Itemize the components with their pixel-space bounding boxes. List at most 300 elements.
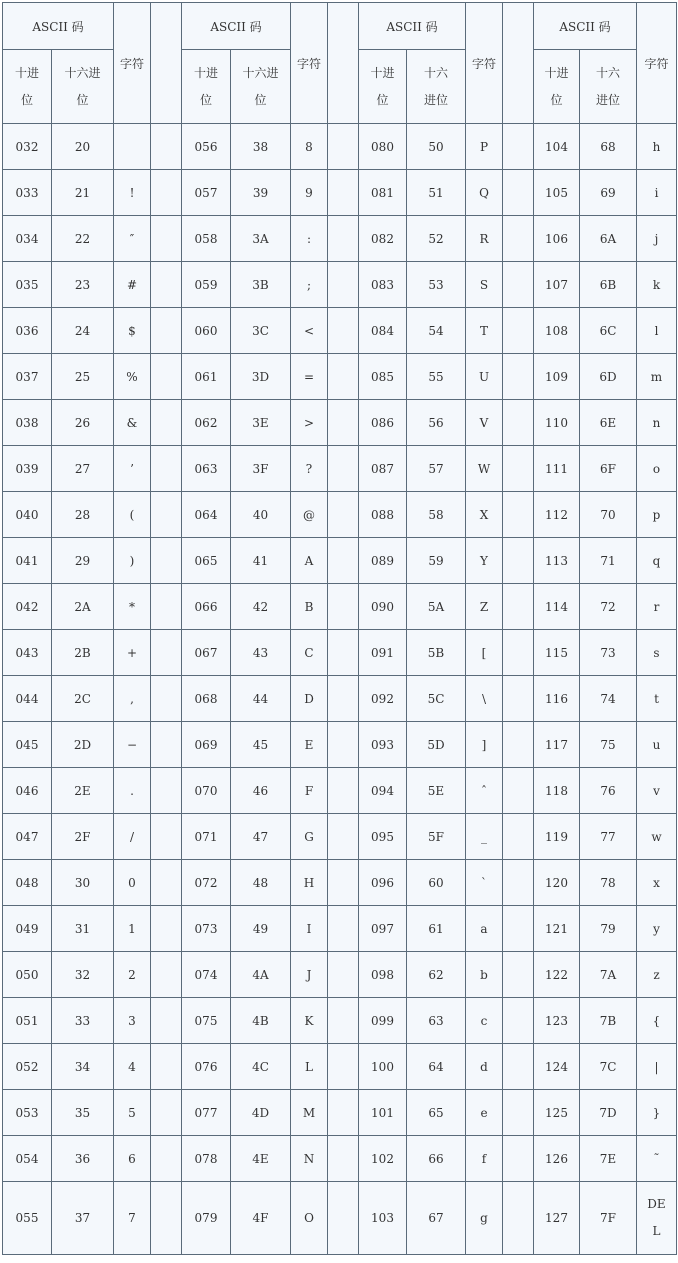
char-cell: A	[291, 538, 328, 584]
hex-cell: 47	[231, 814, 291, 860]
char-cell: ]	[466, 722, 503, 768]
hex-cell: 73	[580, 630, 637, 676]
hex-column-header	[231, 50, 291, 124]
spacer-cell	[151, 952, 182, 998]
spacer-cell	[328, 768, 359, 814]
spacer-cell	[151, 860, 182, 906]
dec-cell: 110	[534, 400, 580, 446]
char-cell: 5	[114, 1090, 151, 1136]
dec-cell: 067	[182, 630, 231, 676]
table-row	[3, 354, 677, 400]
hex-cell: 63	[407, 998, 466, 1044]
dec-cell: 086	[359, 400, 407, 446]
dec-column-header-line: 十进	[544, 65, 569, 80]
table-row	[3, 216, 677, 262]
table-row	[3, 630, 677, 676]
char-cell: v	[637, 768, 677, 814]
char-cell: [	[466, 630, 503, 676]
dec-cell: 077	[182, 1090, 231, 1136]
spacer-cell	[328, 584, 359, 630]
header-row-top	[3, 3, 677, 50]
dec-cell: 106	[534, 216, 580, 262]
hex-cell: 35	[52, 1090, 114, 1136]
hex-cell: 53	[407, 262, 466, 308]
table-row	[3, 170, 677, 216]
spacer-column	[328, 3, 359, 124]
dec-cell: 120	[534, 860, 580, 906]
char-cell: {	[637, 998, 677, 1044]
table-row	[3, 1044, 677, 1090]
hex-cell: 61	[407, 906, 466, 952]
char-cell: 3	[114, 998, 151, 1044]
dec-cell: 069	[182, 722, 231, 768]
char-cell: 7	[114, 1182, 151, 1255]
char-cell: s	[637, 630, 677, 676]
dec-cell: 094	[359, 768, 407, 814]
spacer-cell	[151, 492, 182, 538]
hex-cell: 7F	[580, 1182, 637, 1255]
char-cell: G	[291, 814, 328, 860]
spacer-cell	[151, 446, 182, 492]
table-row	[3, 538, 677, 584]
spacer-cell	[328, 538, 359, 584]
char-cell: S	[466, 262, 503, 308]
spacer-cell	[151, 722, 182, 768]
table-row	[3, 124, 677, 170]
hex-cell: 31	[52, 906, 114, 952]
char-cell: N	[291, 1136, 328, 1182]
dec-column-header-line: 十进	[193, 65, 218, 80]
dec-cell: 092	[359, 676, 407, 722]
dec-cell: 065	[182, 538, 231, 584]
dec-cell: 075	[182, 998, 231, 1044]
dec-cell: 079	[182, 1182, 231, 1255]
dec-cell: 042	[3, 584, 52, 630]
hex-cell: 6F	[580, 446, 637, 492]
hex-cell: 49	[231, 906, 291, 952]
dec-cell: 058	[182, 216, 231, 262]
char-cell: L	[291, 1044, 328, 1090]
char-cell: m	[637, 354, 677, 400]
table-row	[3, 308, 677, 354]
spacer-cell	[151, 998, 182, 1044]
char-cell: %	[114, 354, 151, 400]
char-cell: y	[637, 906, 677, 952]
char-cell: ,	[114, 676, 151, 722]
char-cell: h	[637, 124, 677, 170]
spacer-cell	[328, 952, 359, 998]
char-cell: X	[466, 492, 503, 538]
hex-cell: 24	[52, 308, 114, 354]
spacer-cell	[328, 906, 359, 952]
spacer-cell	[503, 1136, 534, 1182]
spacer-cell	[328, 400, 359, 446]
spacer-cell	[328, 124, 359, 170]
hex-cell: 50	[407, 124, 466, 170]
hex-cell: 2D	[52, 722, 114, 768]
table-row	[3, 262, 677, 308]
hex-cell: 62	[407, 952, 466, 998]
spacer-cell	[328, 814, 359, 860]
hex-cell: 27	[52, 446, 114, 492]
char-cell: ;	[291, 262, 328, 308]
hex-column-header-line: 十六进	[64, 65, 101, 80]
char-cell: K	[291, 998, 328, 1044]
hex-cell: 3E	[231, 400, 291, 446]
hex-cell: 7B	[580, 998, 637, 1044]
dec-cell: 032	[3, 124, 52, 170]
hex-cell: 37	[52, 1182, 114, 1255]
hex-cell: 7C	[580, 1044, 637, 1090]
hex-cell: 7D	[580, 1090, 637, 1136]
spacer-cell	[151, 676, 182, 722]
char-cell: W	[466, 446, 503, 492]
hex-cell: 68	[580, 124, 637, 170]
hex-cell: 3B	[231, 262, 291, 308]
dec-cell: 072	[182, 860, 231, 906]
char-cell: 2	[114, 952, 151, 998]
dec-column-header-line: 位	[20, 92, 33, 107]
hex-cell: 6B	[580, 262, 637, 308]
spacer-cell	[151, 262, 182, 308]
char-cell: U	[466, 354, 503, 400]
group-title: ASCII 码	[3, 3, 114, 50]
char-cell: |	[637, 1044, 677, 1090]
char-cell: F	[291, 768, 328, 814]
char-cell: 8	[291, 124, 328, 170]
spacer-cell	[503, 124, 534, 170]
char-column-header: 字符	[466, 3, 503, 124]
dec-cell: 111	[534, 446, 580, 492]
spacer-cell	[151, 1044, 182, 1090]
char-cell: I	[291, 906, 328, 952]
dec-cell: 091	[359, 630, 407, 676]
char-cell: :	[291, 216, 328, 262]
spacer-cell	[328, 1182, 359, 1255]
hex-cell: 29	[52, 538, 114, 584]
dec-cell: 076	[182, 1044, 231, 1090]
dec-cell: 071	[182, 814, 231, 860]
dec-cell: 114	[534, 584, 580, 630]
dec-cell: 124	[534, 1044, 580, 1090]
hex-cell: 48	[231, 860, 291, 906]
hex-cell: 75	[580, 722, 637, 768]
hex-cell: 6E	[580, 400, 637, 446]
char-cell: q	[637, 538, 677, 584]
dec-cell: 068	[182, 676, 231, 722]
char-cell: Z	[466, 584, 503, 630]
hex-cell: 79	[580, 906, 637, 952]
char-cell: k	[637, 262, 677, 308]
spacer-cell	[151, 538, 182, 584]
spacer-cell	[328, 676, 359, 722]
dec-cell: 063	[182, 446, 231, 492]
table-row	[3, 1182, 677, 1255]
dec-cell: 104	[534, 124, 580, 170]
hex-cell: 74	[580, 676, 637, 722]
spacer-cell	[503, 630, 534, 676]
hex-cell: 66	[407, 1136, 466, 1182]
hex-cell: 5B	[407, 630, 466, 676]
char-cell: ″	[114, 216, 151, 262]
table-row	[3, 952, 677, 998]
char-cell: d	[466, 1044, 503, 1090]
char-cell: E	[291, 722, 328, 768]
hex-cell: 36	[52, 1136, 114, 1182]
dec-column-header-line: 位	[550, 92, 563, 107]
dec-cell: 098	[359, 952, 407, 998]
dec-column-header	[182, 50, 231, 124]
hex-cell: 43	[231, 630, 291, 676]
char-cell: }	[637, 1090, 677, 1136]
dec-column-header-line: 十进	[370, 65, 395, 80]
spacer-cell	[151, 1182, 182, 1255]
char-cell: n	[637, 400, 677, 446]
hex-column-header	[52, 50, 114, 124]
dec-cell: 125	[534, 1090, 580, 1136]
hex-cell: 6D	[580, 354, 637, 400]
hex-cell: 72	[580, 584, 637, 630]
hex-column-header-line: 位	[76, 92, 89, 107]
spacer-cell	[328, 998, 359, 1044]
hex-cell: 64	[407, 1044, 466, 1090]
hex-cell: 3C	[231, 308, 291, 354]
dec-cell: 090	[359, 584, 407, 630]
hex-cell: 2E	[52, 768, 114, 814]
hex-cell: 69	[580, 170, 637, 216]
dec-column-header-line: 十进	[14, 65, 39, 80]
hex-cell: 55	[407, 354, 466, 400]
char-cell: <	[291, 308, 328, 354]
hex-cell: 21	[52, 170, 114, 216]
dec-cell: 122	[534, 952, 580, 998]
char-column-header: 字符	[291, 3, 328, 124]
dec-cell: 078	[182, 1136, 231, 1182]
char-cell: 6	[114, 1136, 151, 1182]
hex-cell: 45	[231, 722, 291, 768]
dec-column-header	[359, 50, 407, 124]
group-title: ASCII 码	[182, 3, 291, 50]
dec-cell: 087	[359, 446, 407, 492]
char-cell	[114, 124, 151, 170]
spacer-cell	[151, 630, 182, 676]
dec-cell: 062	[182, 400, 231, 446]
char-column-header: 字符	[114, 3, 151, 124]
char-cell: /	[114, 814, 151, 860]
char-cell: x	[637, 860, 677, 906]
dec-cell: 044	[3, 676, 52, 722]
spacer-cell	[151, 400, 182, 446]
hex-cell: 2A	[52, 584, 114, 630]
char-cell: −	[114, 722, 151, 768]
spacer-cell	[151, 768, 182, 814]
char-cell: H	[291, 860, 328, 906]
table-row	[3, 584, 677, 630]
dec-cell: 038	[3, 400, 52, 446]
dec-cell: 102	[359, 1136, 407, 1182]
char-cell: b	[466, 952, 503, 998]
table-row	[3, 446, 677, 492]
dec-cell: 036	[3, 308, 52, 354]
hex-cell: 4F	[231, 1182, 291, 1255]
table-row	[3, 400, 677, 446]
hex-cell: 42	[231, 584, 291, 630]
spacer-cell	[328, 1090, 359, 1136]
dec-cell: 117	[534, 722, 580, 768]
dec-column-header-line: 位	[199, 92, 212, 107]
dec-cell: 082	[359, 216, 407, 262]
char-cell: $	[114, 308, 151, 354]
hex-cell: 71	[580, 538, 637, 584]
spacer-cell	[503, 722, 534, 768]
table-row	[3, 1136, 677, 1182]
hex-cell: 38	[231, 124, 291, 170]
spacer-cell	[503, 676, 534, 722]
dec-cell: 108	[534, 308, 580, 354]
spacer-cell	[503, 906, 534, 952]
char-cell: =	[291, 354, 328, 400]
spacer-cell	[503, 998, 534, 1044]
char-cell: B	[291, 584, 328, 630]
hex-cell: 7E	[580, 1136, 637, 1182]
dec-cell: 096	[359, 860, 407, 906]
dec-cell: 061	[182, 354, 231, 400]
char-cell: *	[114, 584, 151, 630]
char-cell: e	[466, 1090, 503, 1136]
hex-cell: 59	[407, 538, 466, 584]
hex-cell: 76	[580, 768, 637, 814]
char-cell: t	[637, 676, 677, 722]
char-cell: +	[114, 630, 151, 676]
hex-cell: 77	[580, 814, 637, 860]
char-cell-line: DE	[647, 1197, 666, 1211]
spacer-cell	[503, 768, 534, 814]
hex-cell: 58	[407, 492, 466, 538]
char-cell: ˜	[637, 1136, 677, 1182]
char-cell: g	[466, 1182, 503, 1255]
spacer-cell	[503, 400, 534, 446]
char-cell: o	[637, 446, 677, 492]
spacer-cell	[328, 446, 359, 492]
dec-cell: 074	[182, 952, 231, 998]
dec-cell: 066	[182, 584, 231, 630]
spacer-cell	[503, 446, 534, 492]
spacer-cell	[503, 814, 534, 860]
char-cell: 4	[114, 1044, 151, 1090]
dec-cell: 048	[3, 860, 52, 906]
char-cell: w	[637, 814, 677, 860]
spacer-cell	[503, 492, 534, 538]
spacer-cell	[503, 308, 534, 354]
char-cell: J	[291, 952, 328, 998]
hex-column-header	[580, 50, 637, 124]
dec-cell: 081	[359, 170, 407, 216]
spacer-cell	[503, 1044, 534, 1090]
table-row	[3, 722, 677, 768]
dec-cell: 054	[3, 1136, 52, 1182]
spacer-cell	[328, 308, 359, 354]
char-cell: #	[114, 262, 151, 308]
spacer-column	[151, 3, 182, 124]
table-row	[3, 492, 677, 538]
spacer-cell	[503, 170, 534, 216]
char-cell: .	[114, 768, 151, 814]
spacer-cell	[151, 170, 182, 216]
spacer-cell	[328, 216, 359, 262]
dec-cell: 113	[534, 538, 580, 584]
spacer-cell	[328, 354, 359, 400]
char-cell: a	[466, 906, 503, 952]
hex-column-header-line: 位	[254, 92, 267, 107]
char-cell: u	[637, 722, 677, 768]
dec-cell: 099	[359, 998, 407, 1044]
dec-cell: 049	[3, 906, 52, 952]
char-cell-line: L	[652, 1224, 661, 1238]
spacer-cell	[328, 262, 359, 308]
dec-cell: 053	[3, 1090, 52, 1136]
hex-cell: 5A	[407, 584, 466, 630]
spacer-cell	[328, 860, 359, 906]
hex-cell: 30	[52, 860, 114, 906]
hex-cell: 65	[407, 1090, 466, 1136]
spacer-cell	[503, 952, 534, 998]
dec-cell: 055	[3, 1182, 52, 1255]
hex-cell: 5E	[407, 768, 466, 814]
table-row	[3, 998, 677, 1044]
ascii-table	[2, 2, 677, 1255]
hex-cell: 51	[407, 170, 466, 216]
char-cell: Q	[466, 170, 503, 216]
dec-column-header	[3, 50, 52, 124]
hex-cell: 60	[407, 860, 466, 906]
hex-cell: 67	[407, 1182, 466, 1255]
group-title: ASCII 码	[359, 3, 466, 50]
group-title: ASCII 码	[534, 3, 637, 50]
hex-cell: 56	[407, 400, 466, 446]
dec-cell: 059	[182, 262, 231, 308]
hex-cell: 70	[580, 492, 637, 538]
dec-cell: 070	[182, 768, 231, 814]
hex-cell: 5C	[407, 676, 466, 722]
table-row	[3, 768, 677, 814]
dec-cell: 119	[534, 814, 580, 860]
char-cell: @	[291, 492, 328, 538]
dec-cell: 033	[3, 170, 52, 216]
char-cell: _	[466, 814, 503, 860]
table-row	[3, 906, 677, 952]
dec-cell: 105	[534, 170, 580, 216]
dec-cell: 118	[534, 768, 580, 814]
hex-cell: 46	[231, 768, 291, 814]
char-cell: r	[637, 584, 677, 630]
dec-cell: 121	[534, 906, 580, 952]
dec-cell: 100	[359, 1044, 407, 1090]
hex-cell: 4A	[231, 952, 291, 998]
hex-cell: 39	[231, 170, 291, 216]
char-cell: 0	[114, 860, 151, 906]
dec-cell: 051	[3, 998, 52, 1044]
char-cell: \	[466, 676, 503, 722]
dec-cell: 035	[3, 262, 52, 308]
dec-cell: 041	[3, 538, 52, 584]
hex-cell: 2B	[52, 630, 114, 676]
hex-cell: 3F	[231, 446, 291, 492]
table-body	[3, 124, 677, 1255]
char-cell: P	[466, 124, 503, 170]
hex-cell: 33	[52, 998, 114, 1044]
ascii-table-container	[2, 2, 677, 1255]
char-cell: i	[637, 170, 677, 216]
